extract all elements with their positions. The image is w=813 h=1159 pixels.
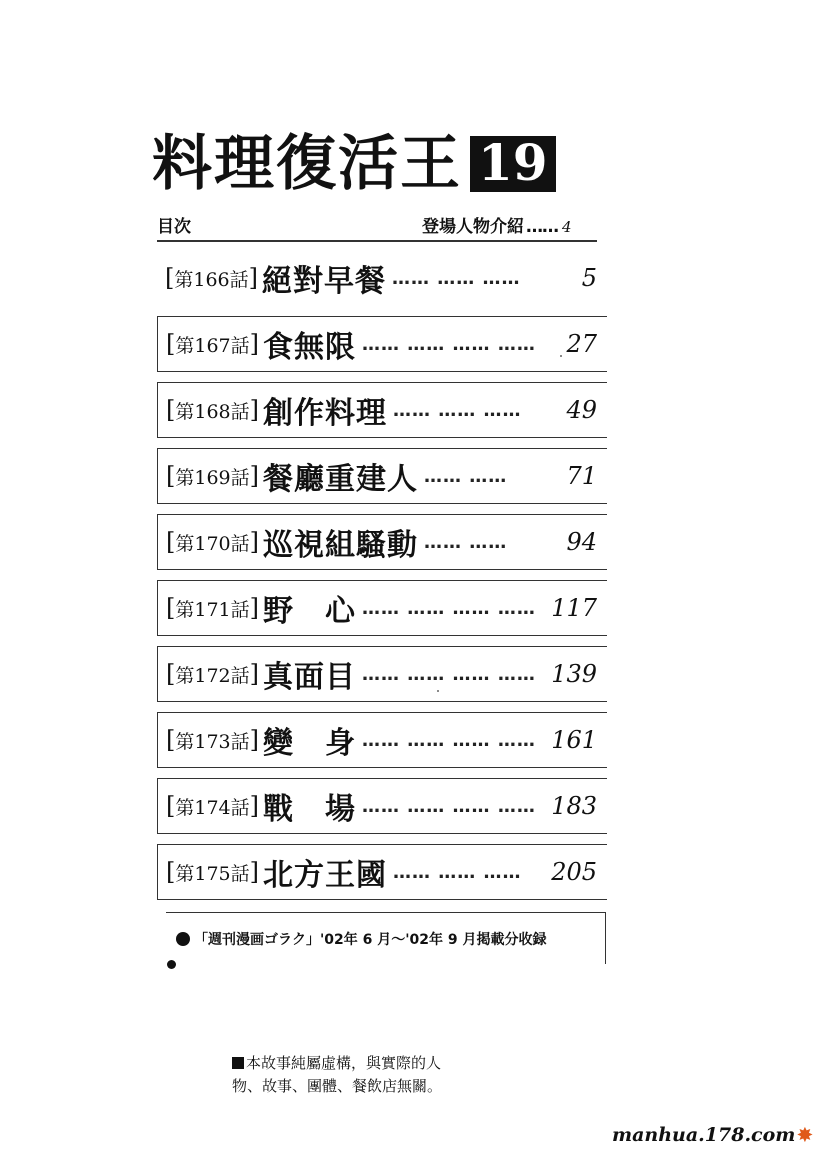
page-number: 71 (566, 462, 597, 490)
disclaimer (232, 1052, 492, 1098)
chapter-number: [第172話] (166, 660, 260, 688)
toc-entry[interactable] (157, 712, 607, 768)
title-text: 料理復活王 (152, 129, 462, 199)
chapter-title: 真面目 (263, 660, 357, 695)
toc-entry[interactable] (157, 514, 607, 570)
watermark-text: manhua.178.com (612, 1124, 796, 1146)
chapter-number: [第169話] (166, 462, 260, 490)
toc-entry[interactable] (157, 580, 607, 636)
chapter-title: 巡視組騷動 (263, 528, 419, 563)
page-number: 161 (551, 726, 597, 754)
dot-leader: …… …… …… (392, 267, 521, 289)
bullet-icon (176, 932, 190, 946)
dot-leader: …… …… …… (393, 399, 522, 421)
chapter-number: [第166話] (165, 264, 259, 292)
dot-leader: …… …… …… (393, 861, 522, 883)
volume-number: 19 (470, 136, 556, 192)
dot-leader: …… …… …… …… (362, 333, 536, 355)
toc-entry[interactable] (157, 646, 607, 702)
serialization-note (166, 912, 606, 964)
dot-leader: …… …… (424, 531, 508, 553)
characters-page: 4 (562, 218, 572, 236)
chapter-title: 野 心 (263, 594, 357, 629)
toc-entry[interactable] (157, 250, 607, 306)
chapter-title: 創作料理 (263, 396, 388, 431)
disclaimer-line-2: 物、故事、團體、餐飲店無關。 (232, 1077, 443, 1095)
page-number: 117 (551, 594, 597, 622)
page-number: 27 (566, 330, 597, 358)
print-speck (560, 355, 562, 357)
star-icon: ✸ (797, 1124, 813, 1146)
book-title (152, 128, 556, 200)
chapter-number: [第175話] (166, 858, 260, 886)
chapter-title: 餐廳重建人 (263, 462, 419, 497)
print-speck (437, 690, 439, 692)
chapter-number: [第170話] (166, 528, 260, 556)
toc-entry[interactable] (157, 382, 607, 438)
chapter-number: [第168話] (166, 396, 260, 424)
corner-dot-icon (167, 960, 176, 969)
chapter-number: [第167話] (166, 330, 260, 358)
dot-leader: …… …… …… …… (362, 663, 536, 685)
dot-leader: …… …… (424, 465, 508, 487)
dot-leader: …… …… …… …… (362, 795, 536, 817)
chapter-title: 變 身 (263, 726, 357, 761)
watermark (612, 1124, 813, 1146)
square-bullet-icon (232, 1057, 244, 1069)
serialization-text: 「週刊漫画ゴラク」'02年 6 月～'02年 9 月掲載分收録 (194, 931, 547, 948)
disclaimer-line-1: 本故事純屬虛構，與實際的人 (246, 1054, 442, 1072)
page-number: 5 (581, 264, 597, 292)
header-rule (157, 240, 597, 242)
dot-leader: …… …… …… …… (362, 729, 536, 751)
toc-entry[interactable] (157, 316, 607, 372)
dot-leader: …… …… …… …… (362, 597, 536, 619)
chapter-title: 食無限 (263, 330, 357, 365)
page-number: 205 (551, 858, 597, 886)
characters-entry[interactable] (422, 212, 572, 237)
toc-entry[interactable] (157, 778, 607, 834)
toc-entry[interactable] (157, 448, 607, 504)
page-number: 139 (551, 660, 597, 688)
characters-label: 登場人物介紹 (422, 217, 524, 237)
page-number: 183 (551, 792, 597, 820)
toc-entry[interactable] (157, 844, 607, 900)
page-number: 49 (566, 396, 597, 424)
chapter-number: [第173話] (166, 726, 260, 754)
characters-dots: …… (526, 217, 558, 237)
chapter-title: 絕對早餐 (262, 264, 387, 299)
chapter-title: 北方王國 (263, 858, 388, 893)
toc-list (157, 250, 607, 910)
chapter-number: [第174話] (166, 792, 260, 820)
page-number: 94 (566, 528, 597, 556)
toc-heading: 目次 (157, 217, 191, 237)
chapter-title: 戰 場 (263, 792, 357, 827)
chapter-number: [第171話] (166, 594, 260, 622)
